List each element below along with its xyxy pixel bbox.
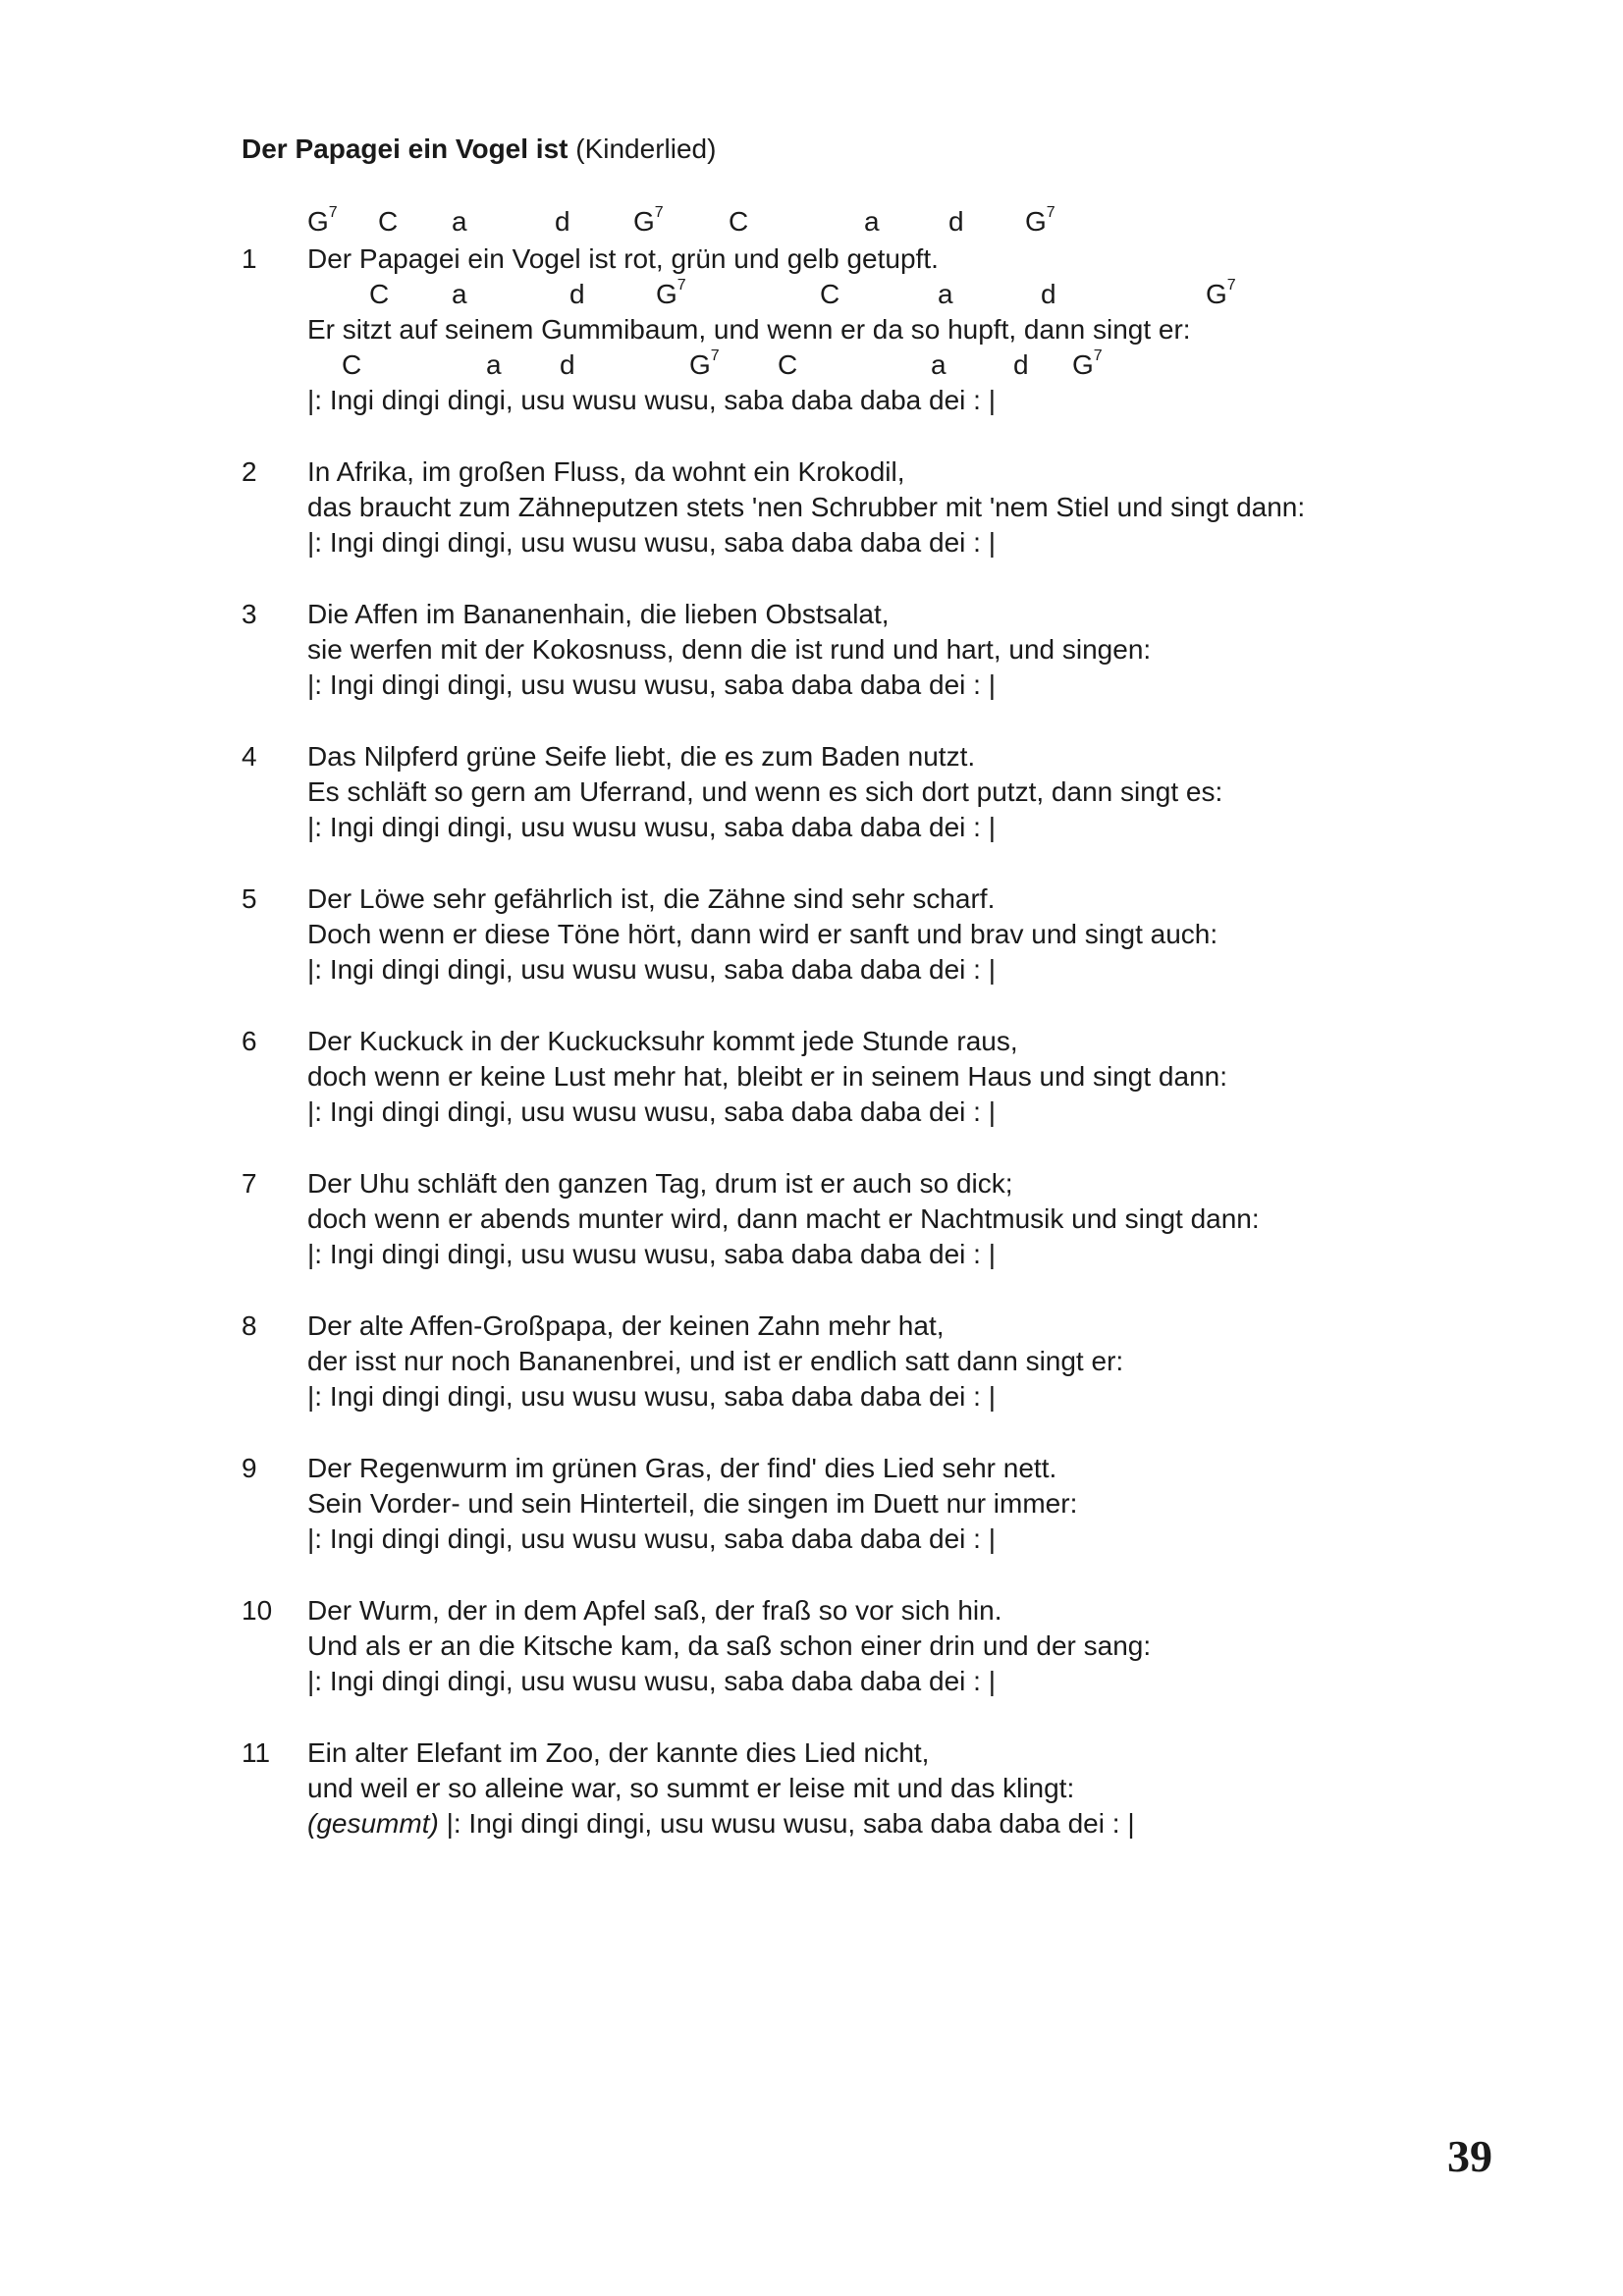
verse-number: 11 xyxy=(242,1737,271,1768)
verse-line: Sein Vorder- und sein Hinterteil, die singen im Duett nur immer: xyxy=(307,1488,1078,1519)
verse-number: 3 xyxy=(242,599,257,629)
verse-line: Der Kuckuck in der Kuckucksuhr kommt jede Stunde raus, xyxy=(307,1026,1018,1056)
chord: a xyxy=(931,349,947,380)
chord: d xyxy=(1013,349,1029,380)
refrain-line: |: Ingi dingi dingi, usu wusu wusu, saba daba daba dei : | xyxy=(307,1239,997,1269)
chord: d xyxy=(569,279,585,309)
verse-line: sie werfen mit der Kokosnuss, denn die ist rund und hart, und singen: xyxy=(307,634,1152,665)
verse-line: doch wenn er keine Lust mehr hat, bleibt er in seinem Haus und singt dann: xyxy=(307,1061,1228,1092)
verse-number: 9 xyxy=(242,1453,257,1483)
song-title xyxy=(242,133,716,165)
verse-number: 7 xyxy=(242,1168,257,1199)
song-title-note: (Kinderlied) xyxy=(575,133,717,164)
verse-line: In Afrika, im großen Fluss, da wohnt ein Krokodil, xyxy=(307,456,905,487)
refrain-line-hummed xyxy=(307,1810,1135,1838)
verse-number: 1 xyxy=(242,243,257,274)
chord: d xyxy=(1041,279,1056,309)
verse-line: Der Regenwurm im grünen Gras, der find' dies Lied sehr nett. xyxy=(307,1453,1057,1483)
chord: a xyxy=(452,279,467,309)
chord: $G^7$ xyxy=(307,203,338,237)
chord: a xyxy=(938,279,953,309)
verse-line: Der Uhu schläft den ganzen Tag, drum ist er auch so dick; xyxy=(307,1168,1013,1199)
hummed-note: (gesummt) xyxy=(307,1808,439,1839)
song-title-main: Der Papagei ein Vogel ist xyxy=(242,133,568,164)
chord: d xyxy=(948,206,964,237)
refrain-line: |: Ingi dingi dingi, usu wusu wusu, saba daba daba dei : | xyxy=(307,812,997,842)
verse-line: Der Löwe sehr gefährlich ist, die Zähne sind sehr scharf. xyxy=(307,883,996,914)
verse-line: Doch wenn er diese Töne hört, dann wird er sanft und brav und singt auch: xyxy=(307,919,1218,949)
verse-line: das braucht zum Zähneputzen stets 'nen Schrubber mit 'nem Stiel und singt dann: xyxy=(307,492,1306,522)
verse-number: 6 xyxy=(242,1026,257,1056)
chord: C xyxy=(778,349,798,380)
chord: C xyxy=(369,279,390,309)
verse-line: Ein alter Elefant im Zoo, der kannte dies Lied nicht, xyxy=(307,1737,930,1768)
verse-line: Er sitzt auf seinem Gummibaum, und wenn er da so hupft, dann singt er: xyxy=(307,314,1191,345)
chord: C xyxy=(378,206,399,237)
verse-number: 2 xyxy=(242,456,257,487)
refrain-line: |: Ingi dingi dingi, usu wusu wusu, saba daba daba dei : | xyxy=(307,1381,997,1412)
chord: $G^7$ xyxy=(656,276,686,309)
refrain-text: |: Ingi dingi dingi, usu wusu wusu, saba daba daba dei : | xyxy=(446,1808,1135,1839)
chord: a xyxy=(486,349,502,380)
refrain-line: |: Ingi dingi dingi, usu wusu wusu, saba daba daba dei : | xyxy=(307,954,997,985)
verse-line: der isst nur noch Bananenbrei, und ist er endlich satt dann singt er: xyxy=(307,1346,1124,1376)
refrain-line: |: Ingi dingi dingi, usu wusu wusu, saba daba daba dei : | xyxy=(307,1523,997,1554)
chord: $G^7$ xyxy=(1072,347,1103,380)
refrain-line: |: Ingi dingi dingi, usu wusu wusu, saba daba daba dei : | xyxy=(307,1666,997,1696)
chord: C xyxy=(342,349,362,380)
verse-line: und weil er so alleine war, so summt er leise mit und das klingt: xyxy=(307,1773,1075,1803)
chord: C xyxy=(729,206,749,237)
verse-line: Und als er an die Kitsche kam, da saß schon einer drin und der sang: xyxy=(307,1630,1152,1661)
verse-line: Der alte Affen-Großpapa, der keinen Zahn mehr hat, xyxy=(307,1310,945,1341)
refrain-line: |: Ingi dingi dingi, usu wusu wusu, saba daba daba dei : | xyxy=(307,669,997,700)
verse-line: doch wenn er abends munter wird, dann macht er Nachtmusik und singt dann: xyxy=(307,1203,1260,1234)
verse-number: 10 xyxy=(242,1595,273,1626)
verse-line: Die Affen im Bananenhain, die lieben Obstsalat, xyxy=(307,599,890,629)
refrain-line: |: Ingi dingi dingi, usu wusu wusu, saba daba daba dei : | xyxy=(307,1096,997,1127)
refrain-line: |: Ingi dingi dingi, usu wusu wusu, saba daba daba dei : | xyxy=(307,527,997,558)
chord: a xyxy=(452,206,467,237)
verse-line: Der Wurm, der in dem Apfel saß, der fraß so vor sich hin. xyxy=(307,1595,1002,1626)
chord: d xyxy=(555,206,570,237)
page-number: 39 xyxy=(1447,2131,1492,2181)
verse-number: 5 xyxy=(242,883,257,914)
verse-line: Das Nilpferd grüne Seife liebt, die es zum Baden nutzt. xyxy=(307,741,976,772)
verse-number: 4 xyxy=(242,741,257,772)
chord: d xyxy=(560,349,575,380)
chord: $G^7$ xyxy=(1025,203,1055,237)
chord: a xyxy=(864,206,880,237)
verse-line: Es schläft so gern am Uferrand, und wenn es sich dort putzt, dann singt es: xyxy=(307,776,1223,807)
verse-number: 8 xyxy=(242,1310,257,1341)
chord: $G^7$ xyxy=(1206,276,1236,309)
chord: $G^7$ xyxy=(633,203,664,237)
chord: C xyxy=(820,279,840,309)
verse-line: Der Papagei ein Vogel ist rot, grün und gelb getupft. xyxy=(307,243,939,274)
chord: $G^7$ xyxy=(689,347,720,380)
refrain-line: |: Ingi dingi dingi, usu wusu wusu, saba daba daba dei : | xyxy=(307,385,997,415)
